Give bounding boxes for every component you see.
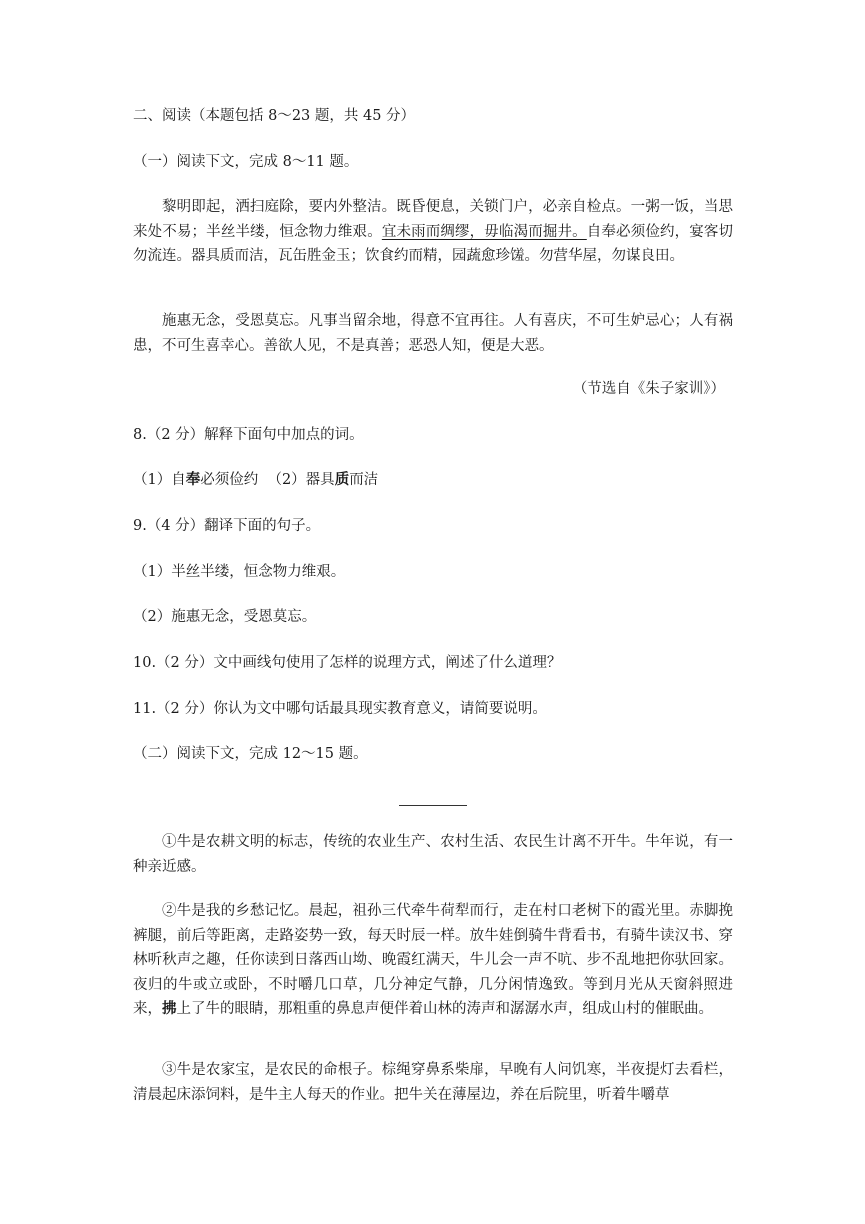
dotted-word-2: 质 — [334, 471, 350, 488]
part1-header: （一）阅读下文，完成 8～11 题。 — [133, 154, 359, 170]
part2-header: （二）阅读下文，完成 12～15 题。 — [133, 746, 368, 762]
question-9: 9.（4 分）翻译下面的句子。 — [133, 518, 321, 534]
passage2-paragraph3: ③牛是农家宝，是农民的命根子。棕绳穿鼻系柴扉，早晚有人问饥寒，半夜提灯去看栏，清晨起床添饲料，是牛主人每天的作业。把牛关在薄屋边，养在后院里，听着牛嚼草 — [133, 1062, 733, 1103]
passage1-paragraph2: 施惠无念，受恩莫忘。凡事当留余地，得意不宜再往。人有喜庆，不可生妒忌心；人有祸患，不可生喜幸心。善欲人见，不是真善；恶恐人知，便是大恶。 — [133, 313, 733, 354]
question-8-items: （1）自奉必须俭约 （2）器具质而洁 — [133, 471, 379, 488]
passage2-paragraph1: ①牛是农耕文明的标志，传统的农业生产、农村生活、农民生计离不开牛。牛年说，有一种亲近感。 — [133, 834, 733, 875]
section-header: 二、阅读（本题包括 8～23 题，共 45 分） — [133, 108, 416, 124]
passage2-paragraph2: ②牛是我的乡愁记忆。晨起，祖孙三代牵牛荷犁而行，走在村口老树下的霞光里。赤脚挽裤腿，前后等距离，走路姿势一致，每天时辰一样。放牛娃倒骑牛背看书，有骑牛读汉书、穿林听秋声之趣，任你读到日落西山坳、晚霞红满天，牛儿会一声不吭、步不乱地把你驮回家。夜归的牛或立或卧，不时嚼几口草，几分神定气静，几分闲情逸致。等到月光从天窗斜照进来，拂上了牛的眼睛，那粗重的鼻息声便伴着山林的涛声和潺潺水声，组成山村的催眠曲。 — [133, 903, 733, 1017]
question-9-item-2: （2）施惠无念，受恩莫忘。 — [133, 609, 317, 625]
bold-word: 拂 — [162, 1000, 177, 1017]
question-8: 8.（2 分）解释下面句中加点的词。 — [133, 427, 364, 443]
title-blank-line — [399, 805, 467, 806]
question-9-item-1: （1）半丝半缕，恒念物力维艰。 — [133, 564, 346, 580]
passage1-paragraph1: 黎明即起，洒扫庭除，要内外整洁。既昏便息，关锁门户，必亲自检点。一粥一饭，当思来处不易；半丝半缕，恒念物力维艰。宜未雨而绸缪，毋临渴而掘井。自奉必须俭约，宴客切勿流连。器具质而洁，瓦缶胜金玉；饮食约而精，园蔬愈珍馐。勿营华屋，勿谋良田。 — [133, 199, 734, 264]
dotted-word-1: 奉 — [185, 471, 201, 488]
question-10: 10.（2 分）文中画线句使用了怎样的说理方式，阐述了什么道理？ — [133, 655, 562, 671]
question-11: 11.（2 分）你认为文中哪句话最具现实教育意义，请简要说明。 — [133, 701, 547, 717]
underlined-sentence: 宜未雨而绸缪，毋临渴而掘井。 — [381, 223, 587, 240]
passage-source: （节选自《朱子家训》） — [572, 381, 725, 397]
